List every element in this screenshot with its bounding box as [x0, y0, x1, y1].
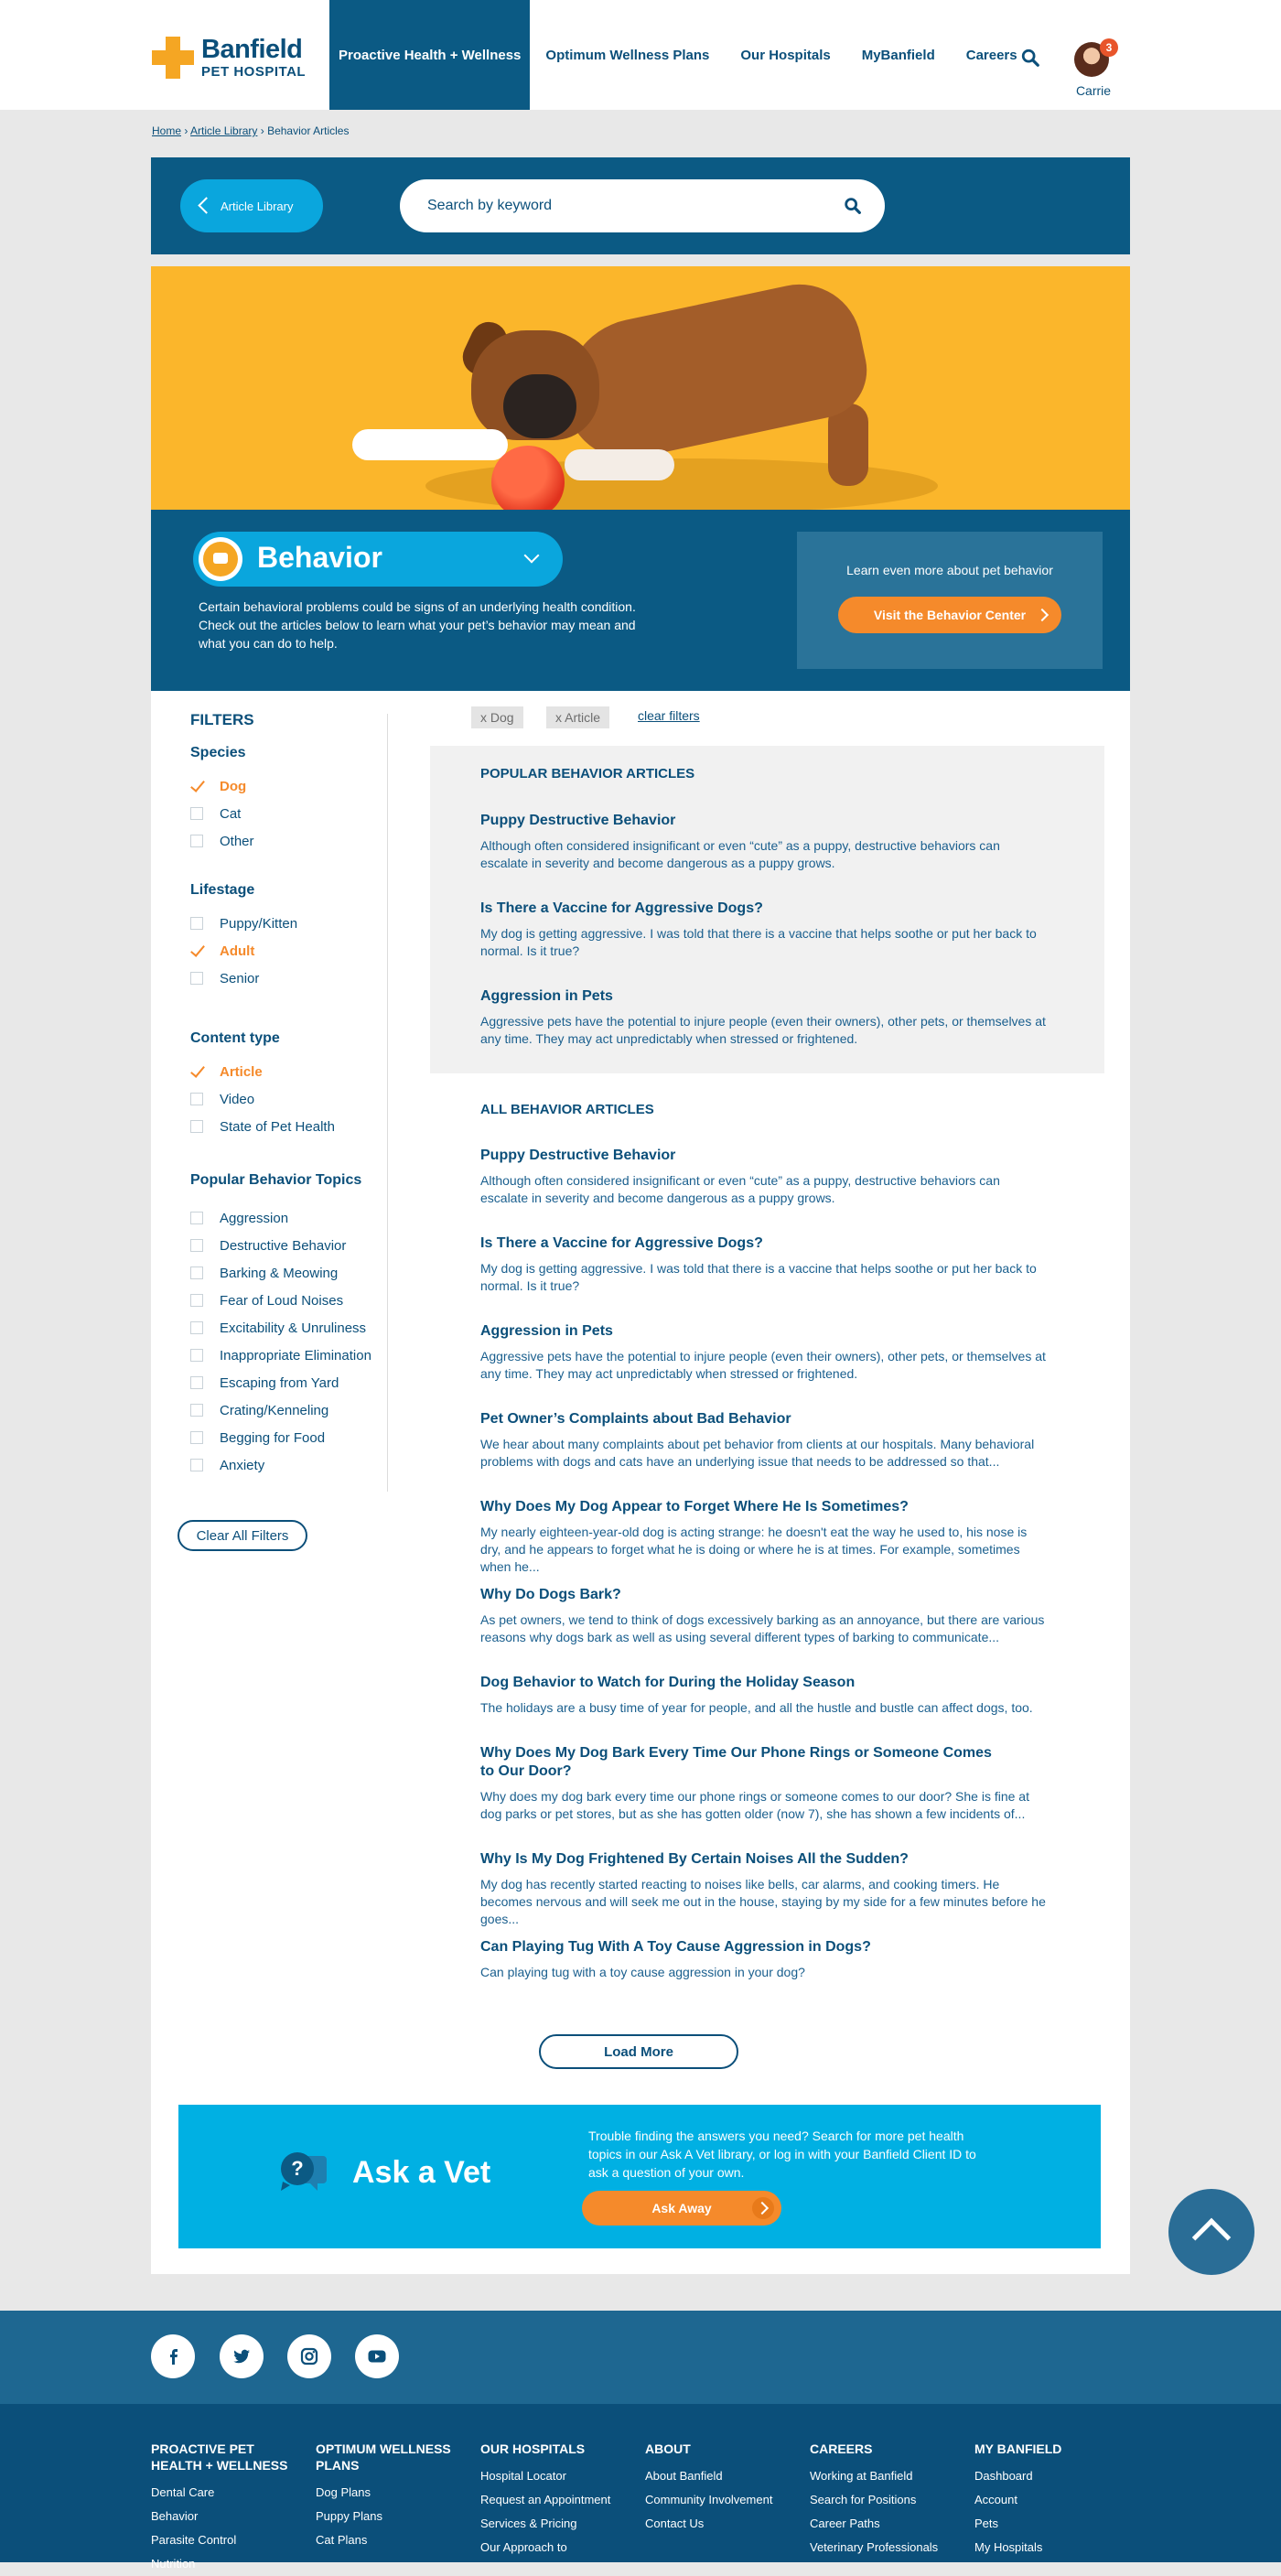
logo-wordmark: Banfield [201, 35, 303, 64]
footer-link[interactable]: About Banfield [645, 2469, 723, 2483]
search-icon[interactable] [843, 196, 863, 216]
popular-articles-section [430, 746, 1104, 1073]
article-title[interactable]: Pet Owner’s Complaints about Bad Behavior [480, 1411, 791, 1427]
filter-label: Destructive Behavior [220, 1237, 347, 1254]
category-description: Certain behavioral problems could be signs of an underlying health condition. Check out the articles below to learn what your pet’s behavior may mean and what you can do to help. [199, 599, 636, 651]
footer-link[interactable]: Behavior [151, 2509, 199, 2523]
behavior-center-text: Learn even more about pet behavior [846, 563, 1053, 577]
filter-label: Anxiety [220, 1457, 265, 1473]
checkbox[interactable] [190, 1120, 203, 1133]
category-banner [151, 510, 1130, 691]
article-description: My dog is getting aggressive. I was told that there is a vaccine that helps soothe or put her back to normal. Is it true? [480, 1261, 1037, 1293]
clear-filters-link[interactable]: clear filters [638, 708, 700, 723]
article-content-card [151, 691, 1130, 2274]
article-item[interactable] [480, 1674, 1048, 1717]
ask-a-vet-text: Trouble finding the answers you need? Search for more pet health topics in our Ask A Vet library, or log in with your Banfield Client ID to ask a question of your own. [588, 2129, 976, 2180]
footer-link[interactable]: Puppy Plans [316, 2509, 382, 2523]
filter-species-other[interactable] [190, 832, 254, 850]
filter-label: Fear of Loud Noises [220, 1292, 344, 1309]
footer-link[interactable]: Request an Appointment [480, 2493, 611, 2506]
visit-behavior-center-button[interactable] [838, 597, 1061, 633]
footer-link[interactable]: Nutrition [151, 2557, 196, 2571]
category-title: Behavior [257, 541, 382, 574]
footer-link[interactable]: Account [974, 2493, 1017, 2506]
article-title[interactable]: Why Is My Dog Frightened By Certain Noises All the Sudden? [480, 1851, 909, 1867]
filter-group-lifestage: Lifestage [190, 882, 255, 898]
filter-label: Aggression [220, 1210, 289, 1226]
checkbox[interactable] [190, 1212, 203, 1224]
footer-heading[interactable]: MY BANFIELD [974, 2441, 1062, 2456]
filter-topic[interactable] [190, 1374, 339, 1392]
svg-text:?: ? [291, 2157, 304, 2180]
article-item[interactable] [480, 1586, 1048, 1646]
footer-link[interactable]: Working at Banfield [810, 2469, 913, 2483]
article-title[interactable]: Dog Behavior to Watch for During the Holiday Season [480, 1675, 856, 1690]
footer-link[interactable]: Veterinary Professionals [810, 2540, 939, 2554]
chevron-down-icon [524, 548, 540, 564]
article-item[interactable] [480, 1410, 1048, 1471]
youtube-icon[interactable] [355, 2334, 399, 2378]
article-item[interactable] [480, 900, 1048, 960]
question-bubble-icon [279, 2150, 327, 2193]
article-item[interactable] [480, 1498, 1048, 1576]
footer-link[interactable]: Cat Plans [316, 2533, 368, 2547]
checkbox[interactable] [190, 1065, 203, 1078]
ask-a-vet-title: Ask a Vet [352, 2155, 491, 2190]
chevron-left-icon [198, 197, 214, 213]
breadcrumb-current: Behavior Articles [267, 124, 350, 137]
footer-link[interactable]: Dog Plans [316, 2485, 371, 2499]
footer-heading[interactable]: OPTIMUM WELLNESS PLANS [316, 2441, 451, 2473]
notification-badge: 3 [1100, 38, 1118, 57]
checkbox[interactable] [190, 1376, 203, 1389]
user-name[interactable]: Carrie [1075, 83, 1112, 98]
article-item[interactable] [480, 1322, 1048, 1383]
footer-heading[interactable]: OUR HOSPITALS [480, 2441, 586, 2456]
filter-group-content-type: Content type [190, 1030, 280, 1046]
footer-heading[interactable]: CAREERS [810, 2441, 873, 2456]
twitter-icon[interactable] [220, 2334, 264, 2378]
footer-link[interactable]: Community Involvement [645, 2493, 773, 2506]
checkbox[interactable] [190, 1321, 203, 1334]
filter-label: Article [220, 1063, 263, 1080]
article-description: Why does my dog bark every time our phone rings or someone comes to our door? She is fine at dog parks or pet stores, but as she has gotten older (now 7), she has shown a few incidents of... [480, 1789, 1029, 1821]
clear-all-filters-button[interactable]: Clear All Filters [178, 1520, 307, 1551]
filter-label: Barking & Meowing [220, 1265, 339, 1281]
article-title[interactable]: Why Does My Dog Appear to Forget Where He Is Sometimes? [480, 1499, 909, 1514]
article-title[interactable]: Why Do Dogs Bark? [480, 1587, 621, 1602]
article-title[interactable]: Puppy Destructive Behavior [480, 1148, 676, 1163]
load-more-button[interactable]: Load More [539, 2034, 738, 2069]
filter-label: Puppy/Kitten [220, 915, 298, 932]
article-title[interactable]: Aggression in Pets [480, 1323, 613, 1339]
filter-label: Other [220, 833, 254, 849]
article-description: Although often considered insignificant or even “cute” as a puppy, destructive behaviors can escalate in severity and become dangerous as a puppy grows. [480, 838, 1000, 870]
footer-link[interactable]: Dental Care [151, 2485, 215, 2499]
hero-image [151, 266, 1130, 510]
nav-item-mybanfield[interactable]: MyBanfield [861, 47, 935, 63]
search-input[interactable] [427, 194, 830, 218]
footer-column [480, 2441, 636, 2560]
filter-label: State of Pet Health [220, 1118, 335, 1135]
facebook-icon[interactable] [151, 2334, 195, 2378]
filter-lifestage-adult[interactable] [190, 942, 254, 960]
ask-away-label: Ask Away [651, 2201, 712, 2215]
checkbox[interactable] [190, 1239, 203, 1252]
search-box [400, 179, 885, 232]
footer-column [151, 2441, 307, 2576]
checkbox[interactable] [190, 1294, 203, 1307]
behavior-center-promo [797, 532, 1103, 669]
filter-topic[interactable] [190, 1346, 371, 1364]
filters-title: FILTERS [190, 711, 254, 728]
chevron-up-icon [1192, 2218, 1231, 2257]
active-filter-tag-dog[interactable]: x Dog [471, 706, 523, 728]
article-title[interactable]: Is There a Vaccine for Aggressive Dogs? [480, 900, 763, 916]
ask-away-button[interactable] [582, 2191, 781, 2226]
checkbox[interactable] [190, 944, 203, 957]
logo-cross-icon [152, 37, 194, 79]
article-item[interactable] [480, 1147, 1048, 1207]
article-item[interactable] [480, 1850, 1048, 1928]
article-title[interactable]: Puppy Destructive Behavior [480, 813, 676, 828]
nav-item-proactive-health[interactable]: Proactive Health + Wellness [329, 0, 530, 110]
filter-type-article[interactable] [190, 1062, 263, 1081]
checkbox[interactable] [190, 1459, 203, 1471]
filter-label: Inappropriate Elimination [220, 1347, 371, 1363]
article-title[interactable]: Why Does My Dog Bark Every Time Our Phone Rings or Someone Comes to Our Door? [480, 1745, 992, 1779]
checkbox[interactable] [190, 1431, 203, 1444]
filter-species-cat[interactable] [190, 804, 241, 823]
filter-label: Begging for Food [220, 1429, 326, 1446]
site-footer [0, 2404, 1281, 2571]
social-links [0, 2311, 1281, 2404]
article-search-bar [151, 157, 1130, 254]
chevron-right-icon [1036, 609, 1049, 621]
filter-lifestage-senior[interactable] [190, 969, 259, 987]
article-library-label: Article Library [221, 199, 294, 213]
banfield-logo[interactable] [152, 37, 306, 79]
article-description: Although often considered insignificant or even “cute” as a puppy, destructive behaviors can escalate in severity and become dangerous as a puppy grows. [480, 1173, 1000, 1205]
site-header [0, 0, 1281, 110]
article-description: My nearly eighteen-year-old dog is acting strange: he doesn't eat the way he used to, his nose is dry, and he appears to forget what he is doing or where he is at times. For example, sometimes when he... [480, 1525, 1028, 1574]
footer-column [316, 2441, 471, 2552]
breadcrumb-article-library[interactable]: Article Library [190, 124, 258, 137]
footer-link[interactable]: Services & Pricing [480, 2517, 577, 2530]
filter-topic[interactable] [190, 1456, 264, 1474]
breadcrumb-separator: › [260, 124, 264, 137]
article-library-button[interactable] [180, 179, 323, 232]
filter-group-species: Species [190, 745, 246, 760]
filter-label: Crating/Kenneling [220, 1402, 329, 1418]
nav-item-careers[interactable]: Careers [965, 47, 1017, 63]
article-title[interactable]: Aggression in Pets [480, 988, 613, 1004]
article-description: My dog is getting aggressive. I was told that there is a vaccine that helps soothe or put her back to normal. Is it true? [480, 926, 1037, 958]
checkbox[interactable] [190, 1093, 203, 1105]
filter-topic[interactable] [190, 1264, 338, 1282]
filter-species-dog[interactable] [190, 777, 246, 795]
article-item[interactable] [480, 1938, 1048, 1981]
filter-topic[interactable] [190, 1428, 325, 1447]
article-description: Can playing tug with a toy cause aggression in your dog? [480, 1965, 805, 1979]
filter-topic[interactable] [190, 1236, 346, 1255]
filter-type-state-of-pet-health[interactable] [190, 1117, 335, 1136]
filter-label: Cat [220, 805, 242, 822]
footer-heading[interactable]: PROACTIVE PET HEALTH + WELLNESS [151, 2441, 288, 2473]
filter-type-video[interactable] [190, 1090, 254, 1108]
article-item[interactable] [480, 1744, 1029, 1823]
instagram-icon[interactable] [287, 2334, 331, 2378]
checkbox[interactable] [190, 1404, 203, 1417]
footer-link[interactable]: My Hospitals [974, 2540, 1043, 2554]
article-description: The holidays are a busy time of year for people, and all the hustle and bustle can affect dogs, too. [480, 1700, 1033, 1715]
footer-link[interactable]: Contact Us [645, 2517, 705, 2530]
filter-topic[interactable] [190, 1209, 288, 1227]
filter-label: Dog [220, 778, 247, 794]
filter-group-topics: Popular Behavior Topics [190, 1172, 362, 1188]
section-title: ALL BEHAVIOR ARTICLES [480, 1102, 654, 1117]
footer-link[interactable]: Career Paths [810, 2517, 880, 2530]
breadcrumb-home[interactable]: Home [152, 124, 182, 137]
behavior-category-icon [199, 537, 242, 581]
scroll-to-top-button[interactable] [1168, 2189, 1254, 2275]
article-description: My dog has recently started reacting to noises like bells, car alarms, and cooking timers. He becomes nervous and will seek me out in the house, staying by my side for a few minutes before he goes... [480, 1877, 1046, 1926]
article-description: We hear about many complaints about pet behavior from clients at our hospitals. Many behavioral problems with dogs and cats have an underlying issue that needs to be addressed so that... [480, 1437, 1035, 1469]
filter-label: Senior [220, 970, 260, 986]
section-title: POPULAR BEHAVIOR ARTICLES [480, 766, 695, 781]
footer-link[interactable]: Search for Positions [810, 2493, 917, 2506]
filter-label: Video [220, 1091, 255, 1107]
filter-topic[interactable] [190, 1319, 366, 1337]
checkbox[interactable] [190, 780, 203, 792]
checkbox[interactable] [190, 972, 203, 985]
article-description: As pet owners, we tend to think of dogs excessively barking as an annoyance, but there are various reasons why dogs bark as well as using several different types of barking to communicate... [480, 1612, 1045, 1644]
filter-topic[interactable] [190, 1401, 328, 1419]
visit-behavior-center-label: Visit the Behavior Center [873, 608, 1027, 622]
footer-column [645, 2441, 801, 2536]
footer-column [810, 2441, 965, 2560]
nav-item-hospitals[interactable]: Our Hospitals [740, 47, 831, 63]
ask-a-vet-banner [178, 2105, 1101, 2248]
category-dropdown[interactable] [193, 532, 563, 587]
article-title[interactable]: Can Playing Tug With A Toy Cause Aggression in Dogs? [480, 1939, 871, 1955]
logo-subtitle: PET HOSPITAL [201, 64, 307, 80]
article-item[interactable] [480, 987, 1048, 1048]
breadcrumb-separator: › [184, 124, 188, 137]
filter-topic[interactable] [190, 1291, 343, 1310]
checkbox[interactable] [190, 1349, 203, 1362]
checkbox[interactable] [190, 917, 203, 930]
filter-label: Escaping from Yard [220, 1374, 339, 1391]
footer-link[interactable]: Pets [974, 2517, 999, 2530]
checkbox[interactable] [190, 1266, 203, 1279]
nav-item-wellness-plans[interactable]: Optimum Wellness Plans [545, 47, 710, 63]
article-description: Aggressive pets have the potential to injure people (even their owners), other pets, or themselves at any time. They may act unpredictably when stressed or frightened. [480, 1014, 1046, 1046]
footer-column [974, 2441, 1130, 2560]
article-item[interactable] [480, 1234, 1048, 1295]
breadcrumb [152, 124, 349, 137]
footer-link[interactable]: Dashboard [974, 2469, 1033, 2483]
filter-label: Adult [220, 943, 255, 959]
filter-label: Excitability & Unruliness [220, 1320, 367, 1336]
article-description: Aggressive pets have the potential to injure people (even their owners), other pets, or themselves at any time. They may act unpredictably when stressed or frightened. [480, 1349, 1046, 1381]
ball-image [491, 446, 565, 519]
footer-heading[interactable]: ABOUT [645, 2441, 691, 2456]
search-icon[interactable] [1020, 48, 1040, 68]
checkbox[interactable] [190, 835, 203, 847]
main-nav [329, 0, 1033, 110]
checkbox[interactable] [190, 807, 203, 820]
footer-link[interactable]: Hospital Locator [480, 2469, 566, 2483]
article-item[interactable] [480, 812, 1048, 872]
active-filter-tag-article[interactable]: x Article [546, 706, 609, 728]
footer-link[interactable]: Our Approach to [480, 2540, 567, 2554]
filter-lifestage-puppy-kitten[interactable] [190, 914, 297, 932]
article-title[interactable]: Is There a Vaccine for Aggressive Dogs? [480, 1235, 763, 1251]
sidebar-divider [387, 714, 388, 1492]
footer-link[interactable]: Parasite Control [151, 2533, 237, 2547]
